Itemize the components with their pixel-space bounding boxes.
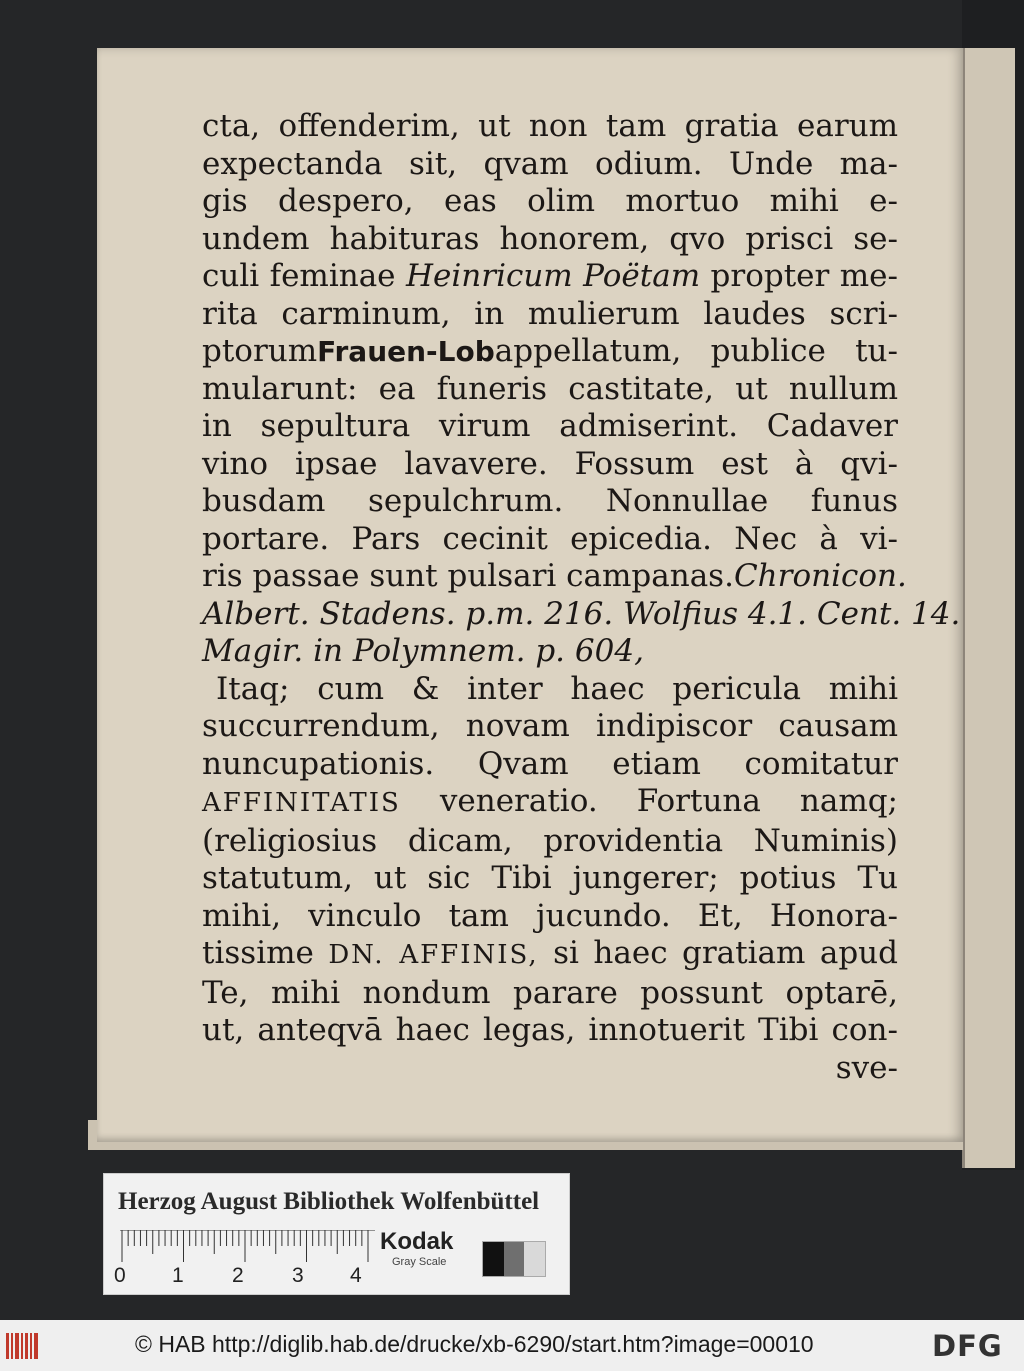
text-line: undem habituras honorem, qvo prisci se- [202,220,898,257]
citation-line: Magir. in Polymnem. p. 604, [202,633,644,669]
catchword: sve- [835,1049,898,1086]
small-caps-word: AFFINITATIS [202,788,401,818]
text-line: expectanda sit, qvam odium. Unde ma- [202,145,898,182]
color-card [103,1173,570,1295]
kodak-logo: Kodak [380,1228,454,1255]
text-line: tissime DN. AFFINIS, si haec gratiam apud [202,935,898,971]
dfg-logo: DFG [932,1329,1003,1363]
card-title: Herzog August Bibliothek Wolfenbüttel [118,1188,540,1215]
ruler-number: 0 [114,1264,126,1287]
text-line: succurrendum, novam indipiscor causam [202,708,898,744]
text-line: mularunt: ea funeris castitate, ut nullum [202,370,898,407]
text-line: mihi, vinculo tam jucundo. Et, Honora- [202,897,898,934]
barcode-icon [6,1333,40,1359]
adjacent-page-edge [962,48,1015,1168]
text-line: nuncupationis. Qvam etiam comitatur [202,745,898,782]
text-line: ris passae sunt pulsari campanas.Chronicon. [202,558,907,594]
text-line: AFFINITATIS veneratio. Fortuna namq; [202,783,898,819]
citation-line: Albert. Stadens. p.m. 216. Wolfius 4.1. Cent. 14. [202,595,961,632]
footer-link[interactable]: © HAB http://diglib.hab.de/drucke/xb-6290/start.htm?image=00010 [135,1331,814,1357]
gray-patch [524,1242,545,1276]
blackletter-word: Frauen-Lob [317,335,495,368]
text-line: busdam sepulchrum. Nonnullae funus [202,483,898,519]
text-line: (religiosius dicam, providentia Numinis) [202,822,898,859]
text-line: ut, anteqvā haec legas, innotuerit Tibi con- [202,1012,898,1048]
text-line: in sepultura virum admiserint. Cadaver [202,408,898,444]
text-line: cta, offenderim, ut non tam gratia earum [202,108,898,144]
citation: Chronicon. [733,558,907,594]
ruler-number: 2 [232,1264,244,1287]
text-line: vino ipsae lavavere. Fossum est à qvi- [202,445,898,482]
gray-patches [482,1241,546,1277]
footer-bar [0,1320,1024,1371]
text-line: culi feminae Heinricum Poëtam propter me- [202,258,898,294]
ruler-number: 1 [172,1264,184,1287]
text-line: portare. Pars cecinit epicedia. Nec à vi- [202,520,898,557]
italic-name: Heinricum Poëtam [405,258,701,294]
ruler-scale [120,1230,375,1264]
ruler-numbers [114,1264,374,1288]
page-text [202,108,961,1087]
text-line: rita carminum, in mulierum laudes scri- [202,295,898,332]
ruler-number: 3 [292,1264,304,1287]
ruler-number: 4 [350,1264,362,1287]
text-line: statutum, ut sic Tibi jungerer; potius Tu [202,860,898,896]
gray-patch [483,1242,504,1276]
text-line: Itaq; cum & inter haec pericula mihi [216,670,898,707]
gray-scale-label: Gray Scale [392,1256,447,1268]
gray-patch [504,1242,525,1276]
small-caps-word: DN. AFFINIS, [328,940,539,970]
text-line: gis despero, eas olim mortuo mihi e- [202,183,898,219]
text-line: Te, mihi nondum parare possunt optarē, [202,974,898,1011]
text-line: ptorumFrauen-Lobappellatum, publice tu- [202,333,898,369]
